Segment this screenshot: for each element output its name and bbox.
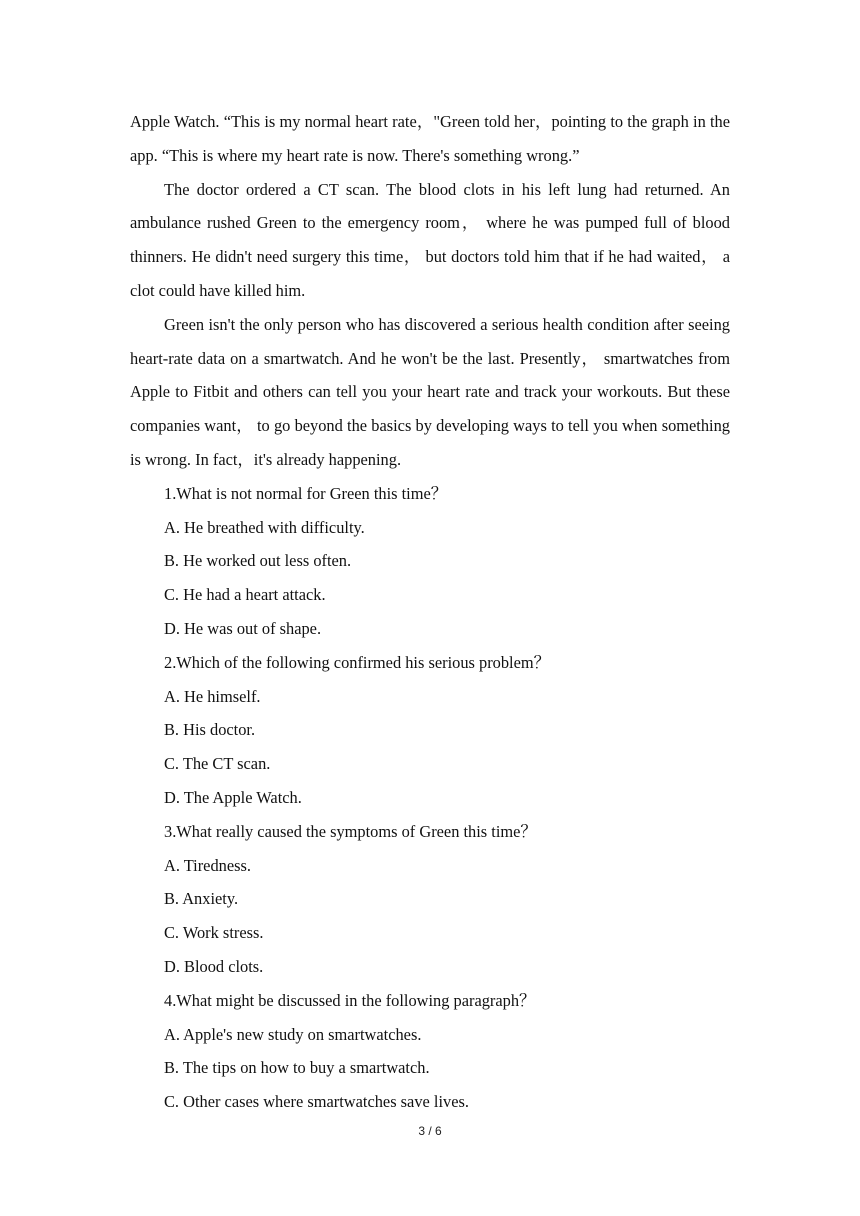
option-a: A. Apple's new study on smartwatches. [164,1024,422,1044]
option-d: D. Blood clots. [164,956,264,976]
option-c: C. Other cases where smartwatches save lives. [164,1092,469,1112]
option-b: B. His doctor. [164,720,256,740]
option-d: D. He was out of shape. [164,618,322,638]
question-stem: 3.What really caused the symptoms of Green this time？ [164,821,537,841]
paragraph-continued: Apple Watch. “This is my normal heart rate，"Green told her，pointing to the graph in the app. “This is where my heart rate is now. There's something wrong.” [130,112,730,165]
option-a: A. He himself. [164,686,261,706]
paragraph-ct-scan: The doctor ordered a CT scan. The blood clots in his left lung had returned. An ambulance rushed Green to the emergency room， where he was pumped full of blood thinners. He didn't need surgery this time， but doctors told him that if he had waited， a clot could have killed him. [130,179,730,300]
option-c: C. He had a heart attack. [164,585,326,605]
question-2 [130,646,730,815]
option-d: D. The Apple Watch. [164,787,302,807]
question-4 [130,984,730,1119]
option-b: B. He worked out less often. [164,551,352,571]
paragraph-smartwatches: Green isn't the only person who has discovered a serious health condition after seeing heart-rate data on a smartwatch. And he won't be the last. Presently， smartwatches from Apple to Fitbit and others can tell you your heart rate and track your workouts. But these companies want， to go beyond the basics by developing ways to tell you when something is wrong. In fact，it's already happening. [130,314,730,469]
document-body [130,105,730,1119]
option-b: B. Anxiety. [164,889,239,909]
question-1 [130,477,730,646]
question-stem: 1.What is not normal for Green this time？ [164,483,448,503]
option-c: C. The CT scan. [164,754,271,774]
option-c: C. Work stress. [164,923,264,943]
question-stem: 4.What might be discussed in the following paragraph？ [164,990,536,1010]
option-a: A. He breathed with difficulty. [164,517,365,537]
option-a: A. Tiredness. [164,855,251,875]
question-stem: 2.Which of the following confirmed his serious problem？ [164,652,551,672]
option-b: B. The tips on how to buy a smartwatch. [164,1058,430,1078]
question-3 [130,815,730,984]
page-number: 3 / 6 [418,1124,442,1138]
